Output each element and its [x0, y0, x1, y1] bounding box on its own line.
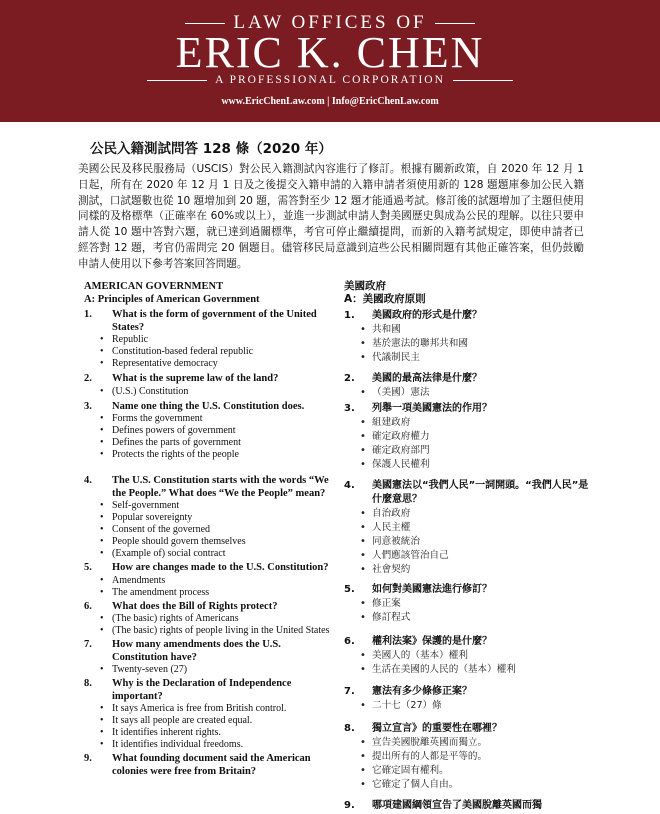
bullet-icon: • — [360, 431, 366, 442]
question-number: 7. — [344, 686, 355, 697]
question-item — [84, 601, 334, 638]
answer-item — [360, 323, 594, 337]
answer-item — [100, 586, 334, 599]
answer-item — [360, 337, 594, 351]
answer-item — [360, 764, 594, 778]
answer-text: 宣告美國脫離英國而獨立。 — [372, 737, 488, 748]
answer-item — [100, 449, 334, 461]
bullet-icon: • — [100, 739, 104, 750]
answer-text: 修正案 — [372, 598, 401, 609]
letterhead — [0, 0, 660, 122]
answer-text: 它確定固有權利。 — [372, 765, 449, 776]
answer-text: (Example of) social contract — [112, 548, 226, 559]
answer-text: 確定政府部門 — [372, 445, 430, 456]
question-item — [344, 479, 594, 577]
answer-item — [360, 649, 594, 663]
question-number: 6. — [344, 636, 355, 647]
question-item — [84, 309, 334, 370]
answer-text: (The basic) rights of Americans — [112, 613, 239, 624]
question-number: 2. — [84, 373, 92, 384]
question-item — [344, 583, 594, 625]
bullet-icon: • — [360, 664, 366, 675]
bullet-icon: • — [360, 417, 366, 428]
answer-text: Constitution-based federal republic — [112, 346, 254, 357]
answer-text: Self-government — [112, 500, 180, 511]
answer-item — [100, 500, 334, 512]
answer-item — [100, 727, 334, 739]
question-item — [84, 562, 334, 599]
answer-item — [360, 663, 594, 677]
answer-text: 修訂程式 — [372, 612, 411, 623]
answer-item — [360, 597, 594, 611]
answer-text: （美國）憲法 — [372, 387, 430, 398]
answer-item — [100, 613, 334, 625]
question-text: 如何對美國憲法進行修訂？ — [372, 584, 492, 595]
bullet-icon: • — [100, 703, 104, 714]
bullet-icon: • — [100, 346, 104, 357]
answer-text: 組建政府 — [372, 417, 411, 428]
bullet-icon: • — [360, 700, 366, 711]
bullet-icon: • — [100, 358, 104, 369]
answer-text: It says America is free from British control. — [112, 703, 287, 714]
bullet-icon: • — [100, 385, 104, 397]
answer-text: 二十七（27）條 — [372, 700, 442, 711]
answer-item — [360, 521, 594, 535]
answer-text: 共和國 — [372, 324, 401, 335]
bullet-icon: • — [100, 613, 104, 624]
answer-item — [360, 563, 594, 577]
question-item — [84, 373, 334, 398]
question-text: Why is the Declaration of Independence important? — [112, 678, 292, 702]
answer-item — [100, 425, 334, 437]
answer-item — [100, 715, 334, 727]
question-text: What does the Bill of Rights protect? — [112, 600, 278, 612]
answer-item — [100, 437, 334, 449]
question-number: 1. — [344, 310, 355, 321]
answer-text: 社會契約 — [372, 564, 411, 575]
answer-item — [100, 385, 334, 398]
question-item — [344, 799, 594, 813]
bullet-icon: • — [360, 612, 366, 623]
firm-contact: www.EricChenLaw.com | Info@EricChenLaw.com — [221, 96, 439, 107]
question-number: 9. — [84, 753, 92, 764]
answer-text: Amendments — [112, 574, 166, 586]
answer-text: Forms the government — [112, 413, 203, 424]
answer-text: 同意被統治 — [372, 536, 420, 547]
answer-item — [100, 358, 334, 370]
question-text: What is the form of government of the United States? — [112, 309, 317, 333]
bullet-icon: • — [360, 779, 366, 790]
question-text: 美國憲法以“我們人民”一詞開頭。“我們人民”是什麼意思？ — [372, 480, 589, 505]
answer-text: People should govern themselves — [112, 536, 246, 547]
bullet-icon: • — [100, 536, 104, 547]
question-number: 9. — [344, 800, 355, 811]
answer-text: 保護人民權利 — [372, 459, 430, 470]
question-number: 2. — [344, 373, 355, 384]
question-text: 獨立宣言》的重要性在哪裡？ — [372, 723, 502, 734]
answer-item — [360, 549, 594, 563]
question-number: 8. — [344, 723, 355, 734]
bullet-icon: • — [100, 715, 104, 726]
question-number: 8. — [84, 678, 92, 689]
bullet-icon: • — [100, 449, 104, 460]
answer-text: 基於憲法的聯邦共和國 — [372, 338, 468, 349]
question-number: 5. — [344, 584, 355, 595]
question-text: How are changes made to the U.S. Constitution? — [112, 562, 329, 573]
answer-item — [100, 625, 334, 637]
question-number: 4. — [344, 480, 355, 491]
answer-item — [360, 416, 594, 430]
answer-text: It identifies individual freedoms. — [112, 739, 244, 750]
answer-text: Representative democracy — [112, 358, 218, 369]
bullet-icon: • — [360, 751, 366, 762]
question-number: 1. — [84, 309, 92, 320]
question-number: 3. — [84, 400, 92, 412]
bullet-icon: • — [100, 437, 104, 448]
bullet-icon: • — [100, 574, 104, 586]
bullet-icon: • — [100, 625, 104, 636]
answer-text: Defines powers of government — [112, 425, 236, 436]
section-subheading-en: A: Principles of American Government — [84, 294, 260, 305]
english-column — [84, 280, 334, 778]
bullet-icon: • — [100, 512, 104, 523]
bullet-icon: • — [360, 765, 366, 776]
question-item — [84, 678, 334, 751]
answer-item — [360, 444, 594, 458]
question-text: 列舉一項美國憲法的作用？ — [372, 403, 492, 414]
bullet-icon: • — [100, 524, 104, 535]
firm-subtitle: A PROFESSIONAL CORPORATION — [0, 74, 660, 86]
answer-text: 自治政府 — [372, 508, 411, 519]
answer-text: Defines the parts of government — [112, 437, 241, 448]
question-text: The U.S. Constitution starts with the words “We the People.” What does “We the People” mean? — [112, 475, 329, 499]
bullet-icon: • — [360, 387, 366, 398]
answer-item — [100, 346, 334, 358]
bullet-icon: • — [360, 352, 366, 363]
bullet-icon: • — [100, 548, 104, 559]
firm-name: ERIC K. CHEN — [175, 28, 485, 77]
answer-item — [100, 512, 334, 524]
answer-text: Protects the rights of the people — [112, 449, 239, 460]
answer-item — [360, 611, 594, 625]
intro-paragraph: 美國公民及移民服務局（USCIS）對公民入籍測試內容進行了修訂。根據有關新政策，自 2020 年 12 月 1 日起，所有在 2020 年 12 月 1 日及之後提交入籍申請的入籍申請者須使用新的 128 題題庫參加公民入籍測試，口試題數也從 10 題增加到 20 題，需答對至少 12 題才能通過考試。修訂後的試題增加了主題但使用同樣的及格標準（正確率在 60%或以上），並進一步測試申請人對美國歷史與成為公民的理解。以往只要申請人從 10 題中答對六題，就已達到過關標準，考官可停止繼續提問，而新的入籍考試規定，即使申請者已經答對 12 題，考官仍需問完 20 個題目。儘管移民局意識到這些公民相關問題有其他正確答案，但仍鼓勵申請人使用以下參考答案回答問題。 — [78, 163, 584, 270]
bullet-icon: • — [100, 727, 104, 738]
question-number: 5. — [84, 562, 92, 573]
answer-text: It identifies inherent rights. — [112, 727, 221, 738]
answer-item — [100, 413, 334, 425]
answer-item — [360, 535, 594, 549]
question-number: 4. — [84, 475, 92, 486]
answer-item — [100, 536, 334, 548]
question-item — [344, 635, 594, 677]
section-subheading-zh: A：美國政府原則 — [344, 293, 426, 305]
section-heading-en: AMERICAN GOVERNMENT — [84, 281, 224, 292]
bullet-icon: • — [100, 413, 104, 424]
answer-text: 提出所有的人都是平等的。 — [372, 751, 488, 762]
answer-item — [360, 430, 594, 444]
answer-text: Popular sovereignty — [112, 512, 193, 523]
answer-item — [360, 386, 594, 400]
answer-text: Republic — [112, 334, 149, 345]
chinese-column — [344, 280, 594, 813]
answer-text: (The basic) rights of people living in the United States — [112, 625, 330, 636]
answer-item — [360, 778, 594, 792]
question-item — [344, 402, 594, 472]
answer-text: The amendment process — [112, 586, 210, 598]
question-item — [84, 639, 334, 676]
question-text: What is the supreme law of the land? — [112, 373, 279, 384]
answer-item — [100, 334, 334, 346]
question-item — [84, 401, 334, 462]
bullet-icon: • — [360, 508, 366, 519]
question-number: 7. — [84, 639, 92, 650]
question-item — [344, 685, 594, 713]
bullet-icon: • — [100, 664, 104, 675]
answer-text: (U.S.) Constitution — [112, 385, 189, 397]
answer-item — [100, 574, 334, 587]
question-text: Name one thing the U.S. Constitution does. — [112, 400, 305, 412]
bullet-icon: • — [360, 338, 366, 349]
question-text: 美國政府的形式是什麼？ — [372, 310, 482, 321]
answer-item — [360, 507, 594, 521]
question-item — [344, 372, 594, 400]
question-item — [344, 722, 594, 792]
bullet-icon: • — [100, 425, 104, 436]
section-heading-zh: 美國政府 — [344, 280, 386, 292]
question-text: 權利法案》保護的是什麼？ — [372, 636, 492, 647]
answer-item — [100, 548, 334, 560]
answer-item — [100, 703, 334, 715]
answer-text: Consent of the governed — [112, 524, 211, 535]
question-number: 6. — [84, 600, 92, 612]
bullet-icon: • — [360, 522, 366, 533]
bullet-icon: • — [360, 598, 366, 609]
bullet-icon: • — [360, 324, 366, 335]
answer-text: 人民主權 — [372, 522, 411, 533]
bullet-icon: • — [360, 445, 366, 456]
answer-item — [100, 664, 334, 676]
letterhead-line1: LAW OFFICES OF — [0, 12, 660, 34]
bullet-icon: • — [100, 500, 104, 511]
answer-item — [360, 699, 594, 713]
bullet-icon: • — [360, 564, 366, 575]
question-number: 3. — [344, 403, 355, 414]
question-text: 憲法有多少條修正案？ — [372, 686, 472, 697]
question-item — [84, 475, 334, 560]
bullet-icon: • — [100, 586, 104, 598]
answer-text: 生活在美國的人民的（基本）權利 — [372, 664, 516, 675]
question-text: How many amendments does the U.S. Constitution have? — [112, 639, 281, 663]
answer-item — [360, 750, 594, 764]
bullet-icon: • — [100, 334, 104, 345]
answer-text: 美國人的（基本）權利 — [372, 650, 468, 661]
question-text: 哪項建國綱領宣告了美國脫離英國而獨 — [372, 800, 542, 811]
bullet-icon: • — [360, 459, 366, 470]
answer-item — [360, 736, 594, 750]
question-text: What founding document said the American colonies were free from Britain? — [112, 753, 311, 777]
document-title: 公民入籍測試問答 128 條（2020 年） — [90, 141, 332, 157]
answer-item — [100, 739, 334, 751]
answer-item — [360, 351, 594, 365]
question-item — [344, 309, 594, 365]
answer-text: 確定政府權力 — [372, 431, 430, 442]
bullet-icon: • — [360, 737, 366, 748]
answer-item — [100, 524, 334, 536]
bullet-icon: • — [360, 550, 366, 561]
bullet-icon: • — [360, 650, 366, 661]
answer-text: Twenty-seven (27) — [112, 664, 188, 675]
answer-text: 它確定了個人自由。 — [372, 779, 459, 790]
answer-text: It says all people are created equal. — [112, 715, 253, 726]
answer-text: 代議制民主 — [372, 352, 420, 363]
question-item — [84, 753, 334, 778]
bullet-icon: • — [360, 536, 366, 547]
question-text: 美國的最高法律是什麼？ — [372, 373, 482, 384]
answer-item — [360, 458, 594, 472]
answer-text: 人們應該管治自己 — [372, 550, 449, 561]
